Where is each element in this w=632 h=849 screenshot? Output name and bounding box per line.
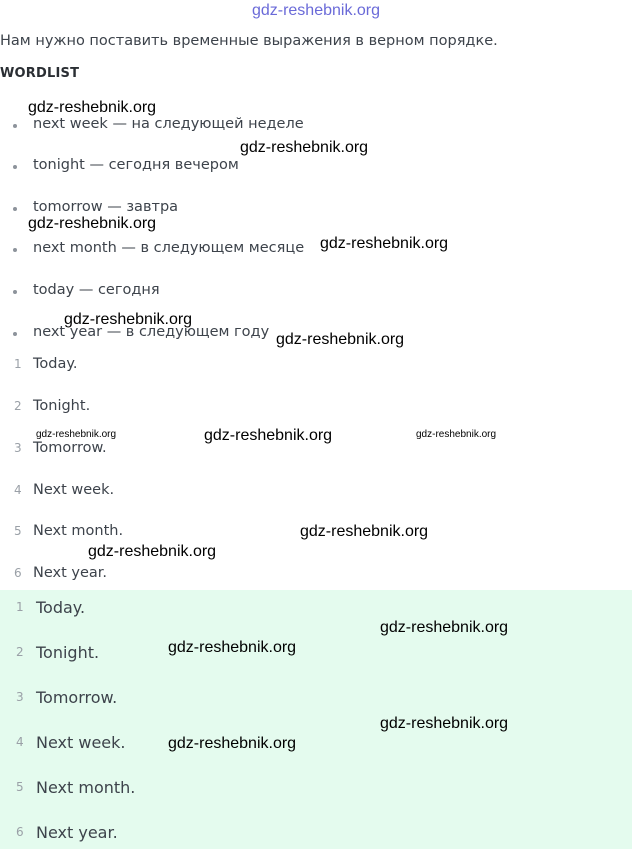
list-item — [14, 354, 77, 374]
answer-item — [16, 821, 118, 843]
wordlist-item-text: next year — в следующем году — [33, 324, 270, 340]
list-item-number: 3 — [14, 441, 22, 455]
top-watermark: gdz-reshebnik.org — [251, 2, 381, 19]
answer-panel — [0, 590, 632, 849]
wordlist-item-text: today — сегодня — [33, 282, 160, 298]
bullet-icon — [13, 248, 17, 252]
list-item-text: Next month. — [33, 523, 124, 539]
watermark: gdz-reshebnik.org — [416, 429, 497, 440]
wordlist-item-text: tomorrow — завтра — [33, 199, 179, 215]
wordlist-item — [13, 238, 304, 258]
wordlist-item — [13, 155, 239, 175]
wordlist-item — [13, 280, 160, 300]
list-item — [14, 438, 107, 458]
answer-item-number: 3 — [16, 690, 24, 704]
wordlist-item — [13, 197, 178, 217]
watermark: gdz-reshebnik.org — [64, 311, 193, 328]
bullet-icon — [13, 332, 17, 336]
watermark: gdz-reshebnik.org — [204, 427, 333, 444]
list-item — [14, 521, 123, 541]
answer-item — [16, 596, 85, 618]
bullet-icon — [13, 290, 17, 294]
bullet-icon — [13, 207, 17, 211]
instruction-text: Нам нужно поставить временные выражения в верном порядке. — [0, 33, 498, 49]
list-item-text: Next week. — [33, 482, 115, 498]
list-item-number: 2 — [14, 399, 22, 413]
answer-item — [16, 641, 99, 663]
answer-item — [16, 776, 135, 798]
answer-item — [16, 731, 125, 753]
wordlist-heading: WORDLIST — [0, 66, 80, 81]
list-item — [14, 396, 90, 416]
answer-item-number: 4 — [16, 735, 24, 749]
watermark: gdz-reshebnik.org — [168, 639, 297, 656]
watermark: gdz-reshebnik.org — [168, 735, 297, 752]
answer-item-text: Next week. — [36, 732, 126, 752]
wordlist-item-text: next month — в следующем месяце — [33, 240, 305, 256]
list-item-number: 1 — [14, 357, 22, 371]
watermark: gdz-reshebnik.org — [28, 99, 157, 116]
answer-item-text: Next year. — [36, 822, 118, 842]
bullet-icon — [13, 165, 17, 169]
wordlist-item — [13, 114, 304, 134]
watermark: gdz-reshebnik.org — [28, 215, 157, 232]
list-item-number: 5 — [14, 524, 22, 538]
wordlist-item-text: tonight — сегодня вечером — [33, 157, 239, 173]
answer-item-text: Tomorrow. — [36, 687, 118, 707]
list-item-text: Next year. — [33, 565, 108, 581]
watermark: gdz-reshebnik.org — [36, 429, 117, 440]
answer-item-number: 5 — [16, 780, 24, 794]
list-item — [14, 480, 114, 500]
watermark: gdz-reshebnik.org — [380, 715, 509, 732]
answer-item-number: 6 — [16, 825, 24, 839]
wordlist-item-text: next week — на следующей неделе — [33, 116, 304, 132]
answer-item-number: 1 — [16, 600, 24, 614]
list-item-text: Today. — [33, 356, 78, 372]
watermark: gdz-reshebnik.org — [240, 139, 369, 156]
bullet-icon — [13, 124, 17, 128]
watermark: gdz-reshebnik.org — [300, 523, 429, 540]
list-item-number: 4 — [14, 483, 22, 497]
answer-item-number: 2 — [16, 645, 24, 659]
watermark: gdz-reshebnik.org — [380, 619, 509, 636]
answer-item-text: Tonight. — [36, 642, 100, 662]
answer-item-text: Next month. — [36, 777, 136, 797]
watermark: gdz-reshebnik.org — [320, 235, 449, 252]
list-item — [14, 563, 107, 583]
answer-item — [16, 686, 117, 708]
answer-item-text: Today. — [36, 597, 86, 617]
watermark: gdz-reshebnik.org — [88, 543, 217, 560]
list-item-text: Tomorrow. — [33, 440, 107, 456]
list-item-text: Tonight. — [33, 398, 91, 414]
list-item-number: 6 — [14, 566, 22, 580]
watermark: gdz-reshebnik.org — [276, 331, 405, 348]
